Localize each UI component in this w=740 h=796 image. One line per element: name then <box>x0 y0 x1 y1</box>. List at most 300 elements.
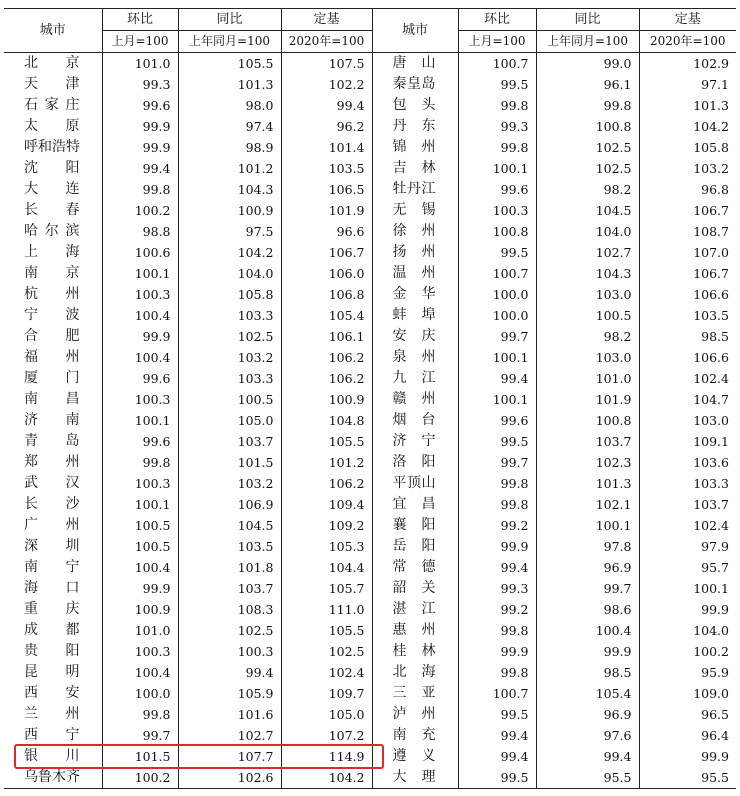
city-name-text: 平 顶 山 <box>392 475 436 491</box>
city-name-right <box>372 53 458 75</box>
fixed-value-right: 106.7 <box>639 263 736 284</box>
yoy-value-right: 100.8 <box>536 116 639 137</box>
table-row <box>4 389 736 410</box>
city-name-text: 海 口 <box>24 580 80 596</box>
city-name-left <box>4 704 102 725</box>
city-name-right <box>372 641 458 662</box>
yoy-value-left: 108.3 <box>178 599 281 620</box>
fixed-value-left: 102.2 <box>281 74 372 95</box>
city-name-right <box>372 536 458 557</box>
mom-value-left: 100.1 <box>102 494 178 515</box>
city-name-right <box>372 515 458 536</box>
yoy-value-right: 102.1 <box>536 494 639 515</box>
mom-value-left: 100.9 <box>102 599 178 620</box>
table-row <box>4 767 736 789</box>
header-row-2 <box>4 31 736 53</box>
mom-value-right: 99.7 <box>458 452 536 473</box>
city-name-text: 锦 州 <box>392 139 436 155</box>
yoy-value-left: 98.0 <box>178 95 281 116</box>
fixed-value-left: 105.4 <box>281 305 372 326</box>
yoy-value-left: 97.4 <box>178 116 281 137</box>
fixed-value-left: 105.5 <box>281 620 372 641</box>
mom-value-left: 100.6 <box>102 242 178 263</box>
city-name-text: 郑 州 <box>24 454 80 470</box>
city-name-text: 太 原 <box>24 118 80 134</box>
mom-value-right: 99.2 <box>458 515 536 536</box>
yoy-value-left: 102.7 <box>178 725 281 746</box>
fixed-value-right: 102.9 <box>639 53 736 75</box>
yoy-value-right: 99.8 <box>536 95 639 116</box>
mom-value-right: 99.8 <box>458 620 536 641</box>
city-name-text: 上 海 <box>24 244 80 260</box>
yoy-value-right: 102.3 <box>536 452 639 473</box>
city-name-text: 昆 明 <box>24 664 80 680</box>
city-name-text: 哈 尔 滨 <box>24 223 80 239</box>
fixed-value-right: 109.0 <box>639 683 736 704</box>
yoy-value-right: 98.6 <box>536 599 639 620</box>
yoy-value-left: 103.2 <box>178 347 281 368</box>
city-name-text: 桂 林 <box>392 643 436 659</box>
fixed-value-right: 102.4 <box>639 368 736 389</box>
city-name-left <box>4 53 102 75</box>
table-row <box>4 305 736 326</box>
table-row <box>4 536 736 557</box>
yoy-value-right: 103.7 <box>536 431 639 452</box>
yoy-value-right: 100.8 <box>536 410 639 431</box>
city-name-left <box>4 557 102 578</box>
fixed-value-left: 104.2 <box>281 767 372 789</box>
city-name-text: 洛 阳 <box>392 454 436 470</box>
yoy-value-right: 101.0 <box>536 368 639 389</box>
mom-value-left: 100.4 <box>102 662 178 683</box>
mom-value-right: 99.5 <box>458 767 536 789</box>
city-name-text: 宁 波 <box>24 307 80 323</box>
table-row <box>4 431 736 452</box>
city-name-right <box>372 725 458 746</box>
city-name-right <box>372 746 458 767</box>
mom-value-right: 99.3 <box>458 578 536 599</box>
fixed-value-left: 104.4 <box>281 557 372 578</box>
city-name-text: 大 理 <box>392 769 436 785</box>
table-row <box>4 410 736 431</box>
fixed-value-right: 106.7 <box>639 200 736 221</box>
mom-value-right: 99.5 <box>458 242 536 263</box>
city-name-left <box>4 95 102 116</box>
table-row <box>4 368 736 389</box>
header-mom-right: 环比 <box>458 9 536 31</box>
mom-value-left: 100.3 <box>102 389 178 410</box>
fixed-value-right: 106.6 <box>639 347 736 368</box>
city-name-right <box>372 473 458 494</box>
mom-value-right: 99.8 <box>458 137 536 158</box>
city-name-text: 九 江 <box>392 370 436 386</box>
city-name-right <box>372 200 458 221</box>
city-name-right <box>372 74 458 95</box>
mom-value-left: 99.9 <box>102 578 178 599</box>
fixed-value-right: 104.2 <box>639 116 736 137</box>
fixed-value-right: 97.1 <box>639 74 736 95</box>
city-name-right <box>372 137 458 158</box>
city-name-text: 泉 州 <box>392 349 436 365</box>
city-name-left <box>4 221 102 242</box>
yoy-value-left: 97.5 <box>178 221 281 242</box>
fixed-value-left: 101.9 <box>281 200 372 221</box>
mom-value-left: 99.6 <box>102 95 178 116</box>
table-row <box>4 725 736 746</box>
table-row <box>4 557 736 578</box>
city-name-right <box>372 599 458 620</box>
fixed-value-right: 96.4 <box>639 725 736 746</box>
city-name-text: 烟 台 <box>392 412 436 428</box>
fixed-value-left: 105.3 <box>281 536 372 557</box>
city-name-right <box>372 158 458 179</box>
city-name-text: 丹 东 <box>392 118 436 134</box>
yoy-value-left: 102.6 <box>178 767 281 789</box>
city-name-right <box>372 431 458 452</box>
header-yoy-base-left: 上年同月=100 <box>178 31 281 53</box>
fixed-value-right: 95.9 <box>639 662 736 683</box>
mom-value-left: 100.5 <box>102 515 178 536</box>
table-row <box>4 620 736 641</box>
fixed-value-left: 107.5 <box>281 53 372 75</box>
mom-value-right: 99.3 <box>458 116 536 137</box>
fixed-value-right: 96.5 <box>639 704 736 725</box>
mom-value-left: 101.0 <box>102 53 178 75</box>
city-name-text: 西 宁 <box>24 727 80 743</box>
yoy-value-left: 101.5 <box>178 452 281 473</box>
mom-value-left: 99.3 <box>102 74 178 95</box>
city-name-left <box>4 641 102 662</box>
fixed-value-left: 105.5 <box>281 431 372 452</box>
yoy-value-left: 101.6 <box>178 704 281 725</box>
table-row <box>4 473 736 494</box>
city-name-text: 常 德 <box>392 559 436 575</box>
city-name-text: 南 京 <box>24 265 80 281</box>
city-name-text: 沈 阳 <box>24 160 80 176</box>
city-name-left <box>4 389 102 410</box>
city-name-left <box>4 725 102 746</box>
yoy-value-right: 103.0 <box>536 284 639 305</box>
fixed-value-left: 105.0 <box>281 704 372 725</box>
mom-value-right: 99.6 <box>458 410 536 431</box>
city-name-left <box>4 326 102 347</box>
city-name-text: 西 安 <box>24 685 80 701</box>
yoy-value-right: 104.5 <box>536 200 639 221</box>
table-row <box>4 515 736 536</box>
fixed-value-left: 109.4 <box>281 494 372 515</box>
yoy-value-right: 102.5 <box>536 137 639 158</box>
table-row <box>4 599 736 620</box>
city-name-right <box>372 95 458 116</box>
mom-value-right: 100.0 <box>458 305 536 326</box>
city-name-left <box>4 305 102 326</box>
header-mom-left: 环比 <box>102 9 178 31</box>
fixed-value-left: 106.0 <box>281 263 372 284</box>
yoy-value-left: 103.2 <box>178 473 281 494</box>
city-name-right <box>372 284 458 305</box>
city-name-right <box>372 620 458 641</box>
city-name-text: 吉 林 <box>392 160 436 176</box>
fixed-value-left: 109.7 <box>281 683 372 704</box>
city-name-right <box>372 410 458 431</box>
header-city-left: 城市 <box>4 9 102 53</box>
table-row <box>4 158 736 179</box>
yoy-value-left: 103.3 <box>178 305 281 326</box>
table-row <box>4 74 736 95</box>
mom-value-left: 99.8 <box>102 704 178 725</box>
table-row <box>4 137 736 158</box>
city-name-right <box>372 767 458 789</box>
city-name-right <box>372 389 458 410</box>
fixed-value-right: 99.9 <box>639 746 736 767</box>
table-row <box>4 704 736 725</box>
mom-value-right: 100.1 <box>458 158 536 179</box>
city-name-left <box>4 578 102 599</box>
city-name-left <box>4 620 102 641</box>
city-name-right <box>372 368 458 389</box>
header-yoy-left: 同比 <box>178 9 281 31</box>
yoy-value-right: 101.9 <box>536 389 639 410</box>
city-name-text: 长 春 <box>24 202 80 218</box>
fixed-value-right: 103.7 <box>639 494 736 515</box>
fixed-value-right: 97.9 <box>639 536 736 557</box>
city-name-left <box>4 494 102 515</box>
mom-value-right: 99.9 <box>458 641 536 662</box>
yoy-value-left: 105.9 <box>178 683 281 704</box>
city-name-text: 深 圳 <box>24 538 80 554</box>
fixed-value-left: 105.7 <box>281 578 372 599</box>
mom-value-left: 99.8 <box>102 452 178 473</box>
city-name-right <box>372 221 458 242</box>
city-name-left <box>4 347 102 368</box>
header-mom-base-right: 上月=100 <box>458 31 536 53</box>
yoy-value-left: 100.5 <box>178 389 281 410</box>
city-name-text: 扬 州 <box>392 244 436 260</box>
fixed-value-left: 96.2 <box>281 116 372 137</box>
fixed-value-right: 109.1 <box>639 431 736 452</box>
fixed-value-left: 106.1 <box>281 326 372 347</box>
city-name-right <box>372 662 458 683</box>
yoy-value-left: 101.3 <box>178 74 281 95</box>
yoy-value-right: 100.5 <box>536 305 639 326</box>
yoy-value-left: 103.7 <box>178 578 281 599</box>
mom-value-left: 100.2 <box>102 767 178 789</box>
fixed-value-right: 103.0 <box>639 410 736 431</box>
yoy-value-left: 104.3 <box>178 179 281 200</box>
fixed-value-right: 103.2 <box>639 158 736 179</box>
city-name-text: 包 头 <box>392 97 436 113</box>
yoy-value-right: 99.4 <box>536 746 639 767</box>
mom-value-right: 99.8 <box>458 95 536 116</box>
mom-value-left: 98.8 <box>102 221 178 242</box>
yoy-value-left: 103.3 <box>178 368 281 389</box>
city-name-text: 重 庆 <box>24 601 80 617</box>
city-name-text: 南 充 <box>392 727 436 743</box>
mom-value-right: 100.1 <box>458 389 536 410</box>
fixed-value-right: 108.7 <box>639 221 736 242</box>
table-row <box>4 683 736 704</box>
yoy-value-left: 105.8 <box>178 284 281 305</box>
table-row <box>4 494 736 515</box>
table-row <box>4 200 736 221</box>
city-name-left <box>4 536 102 557</box>
table-row <box>4 284 736 305</box>
fixed-value-right: 104.7 <box>639 389 736 410</box>
mom-value-right: 99.2 <box>458 599 536 620</box>
city-name-text: 杭 州 <box>24 286 80 302</box>
yoy-value-right: 95.5 <box>536 767 639 789</box>
yoy-value-left: 103.7 <box>178 431 281 452</box>
fixed-value-left: 102.5 <box>281 641 372 662</box>
table-row <box>4 326 736 347</box>
yoy-value-right: 97.6 <box>536 725 639 746</box>
fixed-value-right: 96.8 <box>639 179 736 200</box>
city-name-text: 济 南 <box>24 412 80 428</box>
city-name-text: 大 连 <box>24 181 80 197</box>
yoy-value-right: 101.3 <box>536 473 639 494</box>
city-name-text: 襄 阳 <box>392 517 436 533</box>
city-name-left <box>4 431 102 452</box>
city-name-text: 兰 州 <box>24 706 80 722</box>
fixed-value-right: 100.2 <box>639 641 736 662</box>
fixed-value-right: 106.6 <box>639 284 736 305</box>
fixed-value-left: 106.7 <box>281 242 372 263</box>
city-name-right <box>372 683 458 704</box>
price-index-table <box>4 8 736 789</box>
yoy-value-right: 105.4 <box>536 683 639 704</box>
fixed-value-left: 114.9 <box>281 746 372 767</box>
city-name-left <box>4 368 102 389</box>
city-name-left <box>4 284 102 305</box>
yoy-value-left: 100.3 <box>178 641 281 662</box>
fixed-value-right: 103.5 <box>639 305 736 326</box>
header-row-1 <box>4 9 736 31</box>
yoy-value-right: 98.5 <box>536 662 639 683</box>
city-name-text: 金 华 <box>392 286 436 302</box>
mom-value-left: 100.0 <box>102 683 178 704</box>
fixed-value-left: 106.2 <box>281 368 372 389</box>
city-name-text: 无 锡 <box>392 202 436 218</box>
mom-value-left: 100.3 <box>102 284 178 305</box>
yoy-value-left: 100.9 <box>178 200 281 221</box>
city-name-left <box>4 767 102 789</box>
mom-value-right: 99.4 <box>458 725 536 746</box>
yoy-value-right: 104.0 <box>536 221 639 242</box>
mom-value-right: 100.8 <box>458 221 536 242</box>
mom-value-right: 100.7 <box>458 683 536 704</box>
mom-value-right: 99.8 <box>458 662 536 683</box>
city-name-text: 武 汉 <box>24 475 80 491</box>
city-name-text: 呼 和 浩 特 <box>24 139 80 155</box>
city-name-left <box>4 473 102 494</box>
header-yoy-base-right: 上年同月=100 <box>536 31 639 53</box>
table-row <box>4 746 736 767</box>
mom-value-left: 99.4 <box>102 158 178 179</box>
fixed-value-left: 99.4 <box>281 95 372 116</box>
city-name-right <box>372 179 458 200</box>
mom-value-left: 99.7 <box>102 725 178 746</box>
mom-value-left: 100.4 <box>102 557 178 578</box>
yoy-value-left: 103.5 <box>178 536 281 557</box>
table-row <box>4 221 736 242</box>
city-name-text: 韶 关 <box>392 580 436 596</box>
table-row <box>4 641 736 662</box>
city-name-right <box>372 452 458 473</box>
fixed-value-right: 95.5 <box>639 767 736 789</box>
city-name-text: 厦 门 <box>24 370 80 386</box>
table-row <box>4 116 736 137</box>
fixed-value-right: 103.6 <box>639 452 736 473</box>
fixed-value-right: 107.0 <box>639 242 736 263</box>
city-name-text: 北 海 <box>392 664 436 680</box>
fixed-value-left: 96.6 <box>281 221 372 242</box>
fixed-value-right: 100.1 <box>639 578 736 599</box>
mom-value-left: 100.1 <box>102 410 178 431</box>
city-name-right <box>372 326 458 347</box>
yoy-value-left: 101.2 <box>178 158 281 179</box>
mom-value-right: 99.9 <box>458 536 536 557</box>
fixed-value-left: 106.5 <box>281 179 372 200</box>
city-name-left <box>4 263 102 284</box>
mom-value-right: 100.3 <box>458 200 536 221</box>
city-name-text: 宜 昌 <box>392 496 436 512</box>
table-row <box>4 53 736 75</box>
yoy-value-right: 102.5 <box>536 158 639 179</box>
city-name-text: 广 州 <box>24 517 80 533</box>
city-name-text: 长 沙 <box>24 496 80 512</box>
mom-value-left: 99.8 <box>102 179 178 200</box>
city-name-text: 北 京 <box>24 55 80 71</box>
table-row <box>4 662 736 683</box>
mom-value-right: 99.4 <box>458 557 536 578</box>
header-fixed-left: 定基 <box>281 9 372 31</box>
city-name-left <box>4 452 102 473</box>
fixed-value-left: 106.2 <box>281 347 372 368</box>
yoy-value-left: 104.5 <box>178 515 281 536</box>
mom-value-right: 99.6 <box>458 179 536 200</box>
city-name-left <box>4 158 102 179</box>
yoy-value-left: 102.5 <box>178 326 281 347</box>
mom-value-left: 101.0 <box>102 620 178 641</box>
city-name-right <box>372 494 458 515</box>
mom-value-right: 99.5 <box>458 74 536 95</box>
city-name-text: 唐 山 <box>392 55 436 71</box>
mom-value-left: 99.9 <box>102 326 178 347</box>
fixed-value-left: 102.4 <box>281 662 372 683</box>
fixed-value-right: 101.3 <box>639 95 736 116</box>
mom-value-left: 99.6 <box>102 431 178 452</box>
city-name-text: 天 津 <box>24 76 80 92</box>
city-name-text: 合 肥 <box>24 328 80 344</box>
yoy-value-left: 106.9 <box>178 494 281 515</box>
header-fixed-base-right: 2020年=100 <box>639 31 736 53</box>
yoy-value-right: 98.2 <box>536 179 639 200</box>
city-name-left <box>4 179 102 200</box>
city-name-text: 泸 州 <box>392 706 436 722</box>
mom-value-left: 100.3 <box>102 473 178 494</box>
yoy-value-left: 99.4 <box>178 662 281 683</box>
city-name-text: 银 川 <box>24 748 80 764</box>
mom-value-right: 99.4 <box>458 368 536 389</box>
city-name-left <box>4 242 102 263</box>
yoy-value-right: 99.7 <box>536 578 639 599</box>
yoy-value-right: 99.9 <box>536 641 639 662</box>
city-name-right <box>372 704 458 725</box>
fixed-value-right: 99.9 <box>639 599 736 620</box>
city-name-text: 南 宁 <box>24 559 80 575</box>
city-name-text: 青 岛 <box>24 433 80 449</box>
yoy-value-right: 96.9 <box>536 704 639 725</box>
